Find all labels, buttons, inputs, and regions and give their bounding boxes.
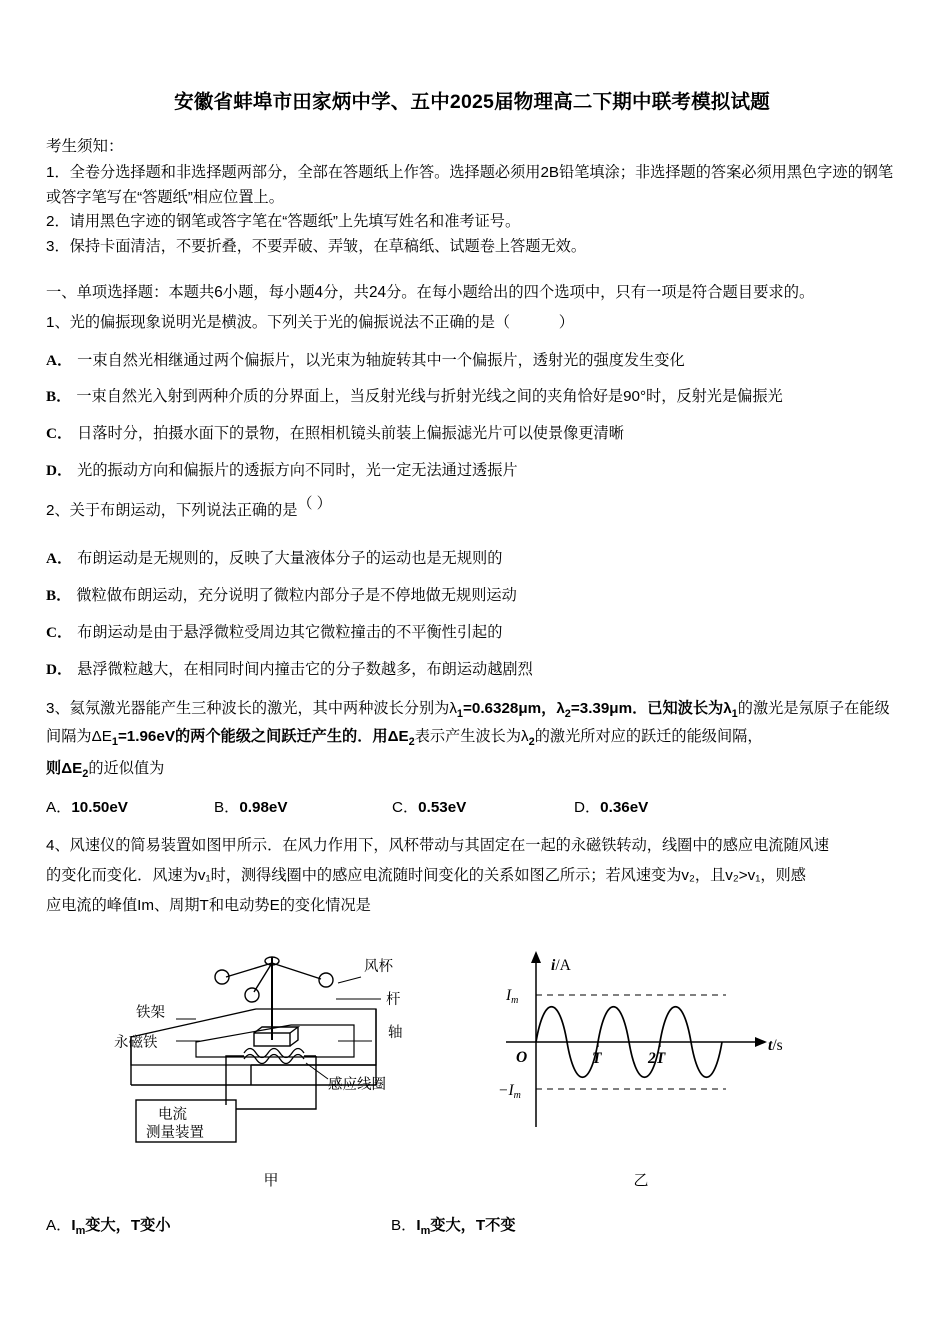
notice-heading: 考生须知：	[46, 138, 124, 155]
question-1-stem-tail: ）	[558, 314, 574, 332]
peak-negative-label: −Im	[498, 1082, 521, 1102]
question-1-stem	[46, 310, 898, 336]
option-text: 一束自然光相继通过两个偏振片，以光束为轴旋转其中一个偏振片，透射光的强度发生变化	[77, 351, 685, 369]
question-3-stem	[46, 696, 898, 752]
tick-2T-label: 2T	[648, 1050, 666, 1068]
option-label: A．	[46, 550, 73, 568]
question-3-options	[46, 796, 898, 817]
figure-yi	[476, 937, 806, 1190]
option-label: A．	[46, 799, 72, 816]
question-3-text-3: =3.39μm．已知波长为λ	[570, 700, 732, 718]
notice-line-1: 1．全卷分选择题和非选择题两部分，全部在答题纸上作答。选择题必须用2B铅笔填涂；非选择题的答案必须用黑色字迹的钢笔或答字笔写在“答题纸”相应位置上。	[46, 164, 894, 206]
option-text: 0.36eV	[600, 799, 649, 816]
option-label: B．	[46, 586, 72, 604]
subscript: 2	[528, 736, 535, 749]
option-label: B．	[214, 799, 240, 816]
question-1	[46, 310, 898, 484]
question-4-option-a	[46, 1214, 391, 1237]
question-1-option-c	[46, 421, 898, 447]
option-text: 10.50eV	[71, 799, 128, 816]
question-3-stem-cont	[46, 756, 898, 784]
option-label: B．	[391, 1217, 417, 1235]
label-axis: 轴	[388, 1025, 403, 1042]
question-3-text-6: 表示产生波长为λ	[414, 728, 529, 746]
question-1-option-d	[46, 458, 898, 484]
question-4	[46, 833, 898, 1237]
question-4-option-b	[391, 1214, 516, 1237]
origin-label: O	[516, 1049, 528, 1067]
question-1-text: 光的偏振现象说明光是横波。下列关于光的偏振说法不正确的是（	[69, 314, 511, 332]
question-1-number: 1、	[46, 314, 70, 332]
option-label: C．	[46, 623, 73, 641]
label-meter-line1: 电流	[158, 1107, 187, 1124]
question-3-option-c	[392, 796, 574, 817]
option-text: 悬浮微粒越大，在相同时间内撞击它的分子数越多，布朗运动越剧烈	[77, 660, 533, 678]
option-text: 日落时分，拍摄水面下的景物，在照相机镜头前装上偏振滤光片可以使景像更清晰	[77, 425, 624, 443]
option-label: D．	[46, 660, 73, 678]
question-2-text: 关于布朗运动，下列说法正确的是	[69, 501, 298, 519]
option-label: D．	[574, 799, 601, 816]
notice-line-2: 2．请用黑色字迹的钢笔或答字笔在“答题纸”上先填写姓名和准考证号。	[46, 213, 521, 231]
option-label: C．	[46, 425, 73, 443]
label-wind-cup: 风杯	[364, 959, 393, 976]
option-text: $I_m$变大，T变小	[71, 1217, 171, 1238]
question-4-number: 4、	[46, 837, 70, 854]
option-text: $I_m$变大，T不变	[416, 1217, 516, 1238]
subscript: 1	[456, 708, 464, 721]
question-3-text-1: 氦氖激光器能产生三种波长的激光，其中两种波长分别为λ	[69, 700, 457, 718]
question-1-option-b	[46, 384, 898, 410]
question-1-option-a	[46, 348, 898, 374]
option-label: A．	[46, 1217, 72, 1235]
question-2-option-c	[46, 620, 898, 646]
option-text: 一束自然光入射到两种介质的分界面上，当反射光线与折射光线之间的夹角恰好是90°时，反射光是偏振光	[76, 388, 783, 406]
question-3-text-2: =0.6328μm，λ	[463, 700, 565, 718]
question-4-figures	[46, 937, 898, 1190]
question-2	[46, 494, 898, 683]
subscript: 1	[111, 736, 118, 749]
option-label: C．	[392, 799, 419, 816]
subscript: 2	[564, 708, 571, 721]
question-3-option-b	[214, 796, 392, 817]
question-2-number: 2、	[46, 501, 70, 519]
figure-yi-caption: 乙	[633, 1172, 649, 1190]
question-4-stem-line-2: 的变化而变化．风速为v₁时，测得线圈中的感应电流随时间变化的关系如图乙所示；若风速变为v₂，且v₂>v₁，则感	[46, 867, 806, 885]
question-3-text-9: 的近似值为	[88, 760, 165, 778]
option-text: 0.53eV	[418, 799, 467, 816]
question-3-option-d	[574, 796, 744, 817]
section-heading: 一、单项选择题：本题共6小题，每小题4分，共24分。在每小题给出的四个选项中，只有一项是符合题目要求的。	[46, 283, 815, 301]
question-2-option-a	[46, 546, 898, 572]
option-text: 0.98eV	[239, 799, 288, 816]
question-2-stem	[46, 494, 898, 524]
subscript: 2	[408, 736, 415, 749]
peak-positive-label: Im	[506, 987, 519, 1007]
question-4-stem-line-3: 应电流的峰值Im、周期T和电动势E的变化情况是	[46, 897, 371, 915]
question-3-number: 3、	[46, 700, 70, 718]
option-label: A．	[46, 351, 73, 369]
question-3-text-4: 的激光是氖原子在能级间隔为ΔE	[46, 700, 890, 746]
question-2-option-b	[46, 583, 898, 609]
anemometer-diagram	[76, 937, 466, 1162]
figure-jia	[76, 937, 466, 1190]
label-meter-line2: 测量装置	[146, 1125, 204, 1142]
tick-T-label: T	[592, 1050, 602, 1068]
figure-jia-caption: 甲	[263, 1172, 279, 1190]
page-title: 安徽省蚌埠市田家炳中学、五中2025届物理高二下期中联考模拟试题	[174, 91, 770, 113]
option-text: 布朗运动是由于悬浮微粒受周边其它微粒撞击的不平衡性引起的	[77, 623, 503, 641]
question-2-option-d	[46, 657, 898, 683]
question-3	[46, 696, 898, 817]
option-text: 光的振动方向和偏振片的透振方向不同时，光一定无法通过透振片	[77, 462, 518, 480]
y-axis-label: i/A	[551, 957, 571, 975]
label-coil: 感应线圈	[328, 1077, 386, 1094]
subscript: 1	[731, 708, 738, 721]
label-iron-frame: 铁架	[136, 1005, 165, 1022]
label-rod: 杆	[386, 992, 401, 1009]
question-4-text-1: 风速仪的简易装置如图甲所示．在风力作用下，风杯带动与其固定在一起的永磁铁转动，线圈中的感应电流随风速	[69, 837, 830, 854]
option-label: D．	[46, 462, 73, 480]
x-axis-label: t/s	[768, 1037, 783, 1055]
subscript: 2	[82, 768, 89, 781]
question-4-options	[46, 1214, 898, 1237]
option-text: 微粒做布朗运动，充分说明了微粒内部分子是不停地做无规则运动	[76, 586, 517, 604]
question-3-option-a	[46, 796, 214, 817]
notice-line-3: 3．保持卡面清洁，不要折叠，不要弄破、弄皱，在草稿纸、试题卷上答题无效。	[46, 237, 587, 255]
option-label: B．	[46, 388, 72, 406]
question-2-paren: （ ）	[297, 494, 332, 512]
question-3-text-5: =1.96eV的两个能级之间跃迁产生的．用ΔE	[117, 728, 409, 746]
current-time-graph	[476, 937, 806, 1162]
question-3-text-8: 则ΔE	[46, 760, 83, 778]
question-4-stem-line-1	[46, 833, 898, 859]
option-text: 布朗运动是无规则的，反映了大量液体分子的运动也是无规则的	[77, 550, 503, 568]
label-magnet: 永磁铁	[114, 1035, 158, 1052]
question-3-text-7: 的激光所对应的跃迁的能级间隔，	[534, 728, 763, 746]
